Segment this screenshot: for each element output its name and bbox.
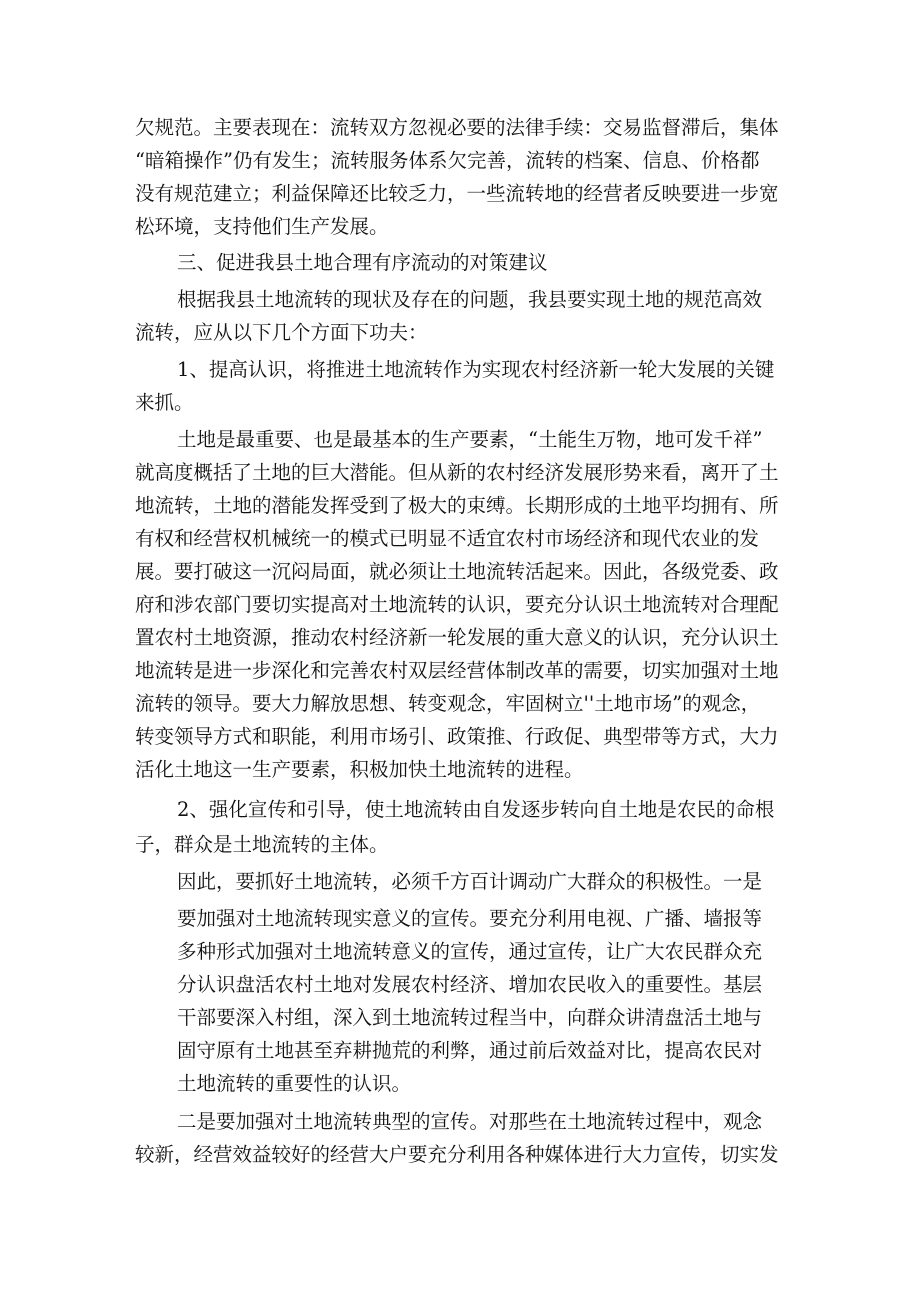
text-line: 地流转，土地的潜能发挥受到了极大的束缚。长期形成的土地平均拥有、所: [135, 494, 779, 517]
text-line: 有权和经营权机械统一的模式已明显不适宜农村市场经济和现代农业的发: [135, 527, 760, 550]
text-line: 多种形式加强对土地流转意义的宣传，通过宣传，让广大农民群众充: [177, 940, 763, 963]
section-heading: 三、促进我县土地合理有序流动的对策建议: [177, 251, 548, 274]
text-line: 土地是最重要、也是最基本的生产要素，“土能生万物，地可发千祥”: [177, 428, 763, 451]
subheading-line: 来抓。: [135, 391, 194, 414]
text-line: 较新，经营效益较好的经营大户要充分利用各种媒体进行大力宣传，切实发: [135, 1143, 779, 1166]
text-line: “暗箱操作”仍有发生；流转服务体系欠完善，流转的档案、信息、价格都: [135, 149, 760, 172]
text-line: 转变领导方式和职能，利用市场引、政策推、行政促、典型带等方式，大力: [135, 725, 779, 748]
text-line: 土地流转的重要性的认识。: [177, 1072, 412, 1095]
text-line: 二是要加强对土地流转典型的宣传。对那些在土地流转过程中，观念: [177, 1110, 763, 1133]
text-line: 没有规范建立；利益保障还比较乏力，一些流转地的经营者反映要进一步宽: [135, 182, 779, 205]
text-line: 地流转是进一步深化和完善农村双层经营体制改革的需要，切实加强对土地: [135, 659, 779, 682]
subheading-line: 1、提高认识，将推进土地流转作为实现农村经济新一轮大发展的关键: [177, 358, 775, 381]
text-line: 干部要深入村组，深入到土地流转过程当中，向群众讲清盘活土地与: [177, 1006, 763, 1029]
text-line: 府和涉农部门要切实提高对土地流转的认识，要充分认识土地流转对合理配: [135, 593, 779, 616]
text-line: 展。要打破这一沉闷局面，就必须让土地流转活起来。因此，各级党委、政: [135, 560, 779, 583]
subheading-line: 子，群众是土地流转的主体。: [135, 833, 389, 856]
text-line: 活化土地这一生产要素，积极加快土地流转的进程。: [135, 758, 584, 781]
subheading-line: 2、强化宣传和引导，使土地流转由自发逐步转向自土地是农民的命根: [177, 798, 775, 821]
text-line: 要加强对土地流转现实意义的宣传。要充分利用电视、广播、墙报等: [177, 907, 763, 930]
text-line: 置农村土地资源，推动农村经济新一轮发展的重大意义的认识，充分认识土: [135, 626, 779, 649]
text-line: 松环境，支持他们生产发展。: [135, 215, 389, 238]
text-line: 分认识盘活农村土地对发展农村经济、增加农民收入的重要性。基层: [177, 973, 763, 996]
text-line: 流转，应从以下几个方面下功夫：: [135, 321, 428, 344]
text-line: 欠规范。主要表现在：流转双方忽视必要的法律手续：交易监督滞后，集体: [135, 116, 779, 139]
text-line: 固守原有土地甚至弃耕抛荒的利弊，通过前后效益对比，提高农民对: [177, 1039, 763, 1062]
text-line: 流转的领导。要大力解放思想、转变观念，牢固树立''土地市场”的观念，: [135, 692, 761, 715]
text-line: 因此，要抓好土地流转，必须千方百计调动广大群众的积极性。一是: [177, 870, 763, 893]
text-line: 就高度概括了土地的巨大潜能。但从新的农村经济发展形势来看，离开了土: [135, 461, 779, 484]
text-line: 根据我县土地流转的现状及存在的问题，我县要实现土地的规范高效: [177, 288, 763, 311]
